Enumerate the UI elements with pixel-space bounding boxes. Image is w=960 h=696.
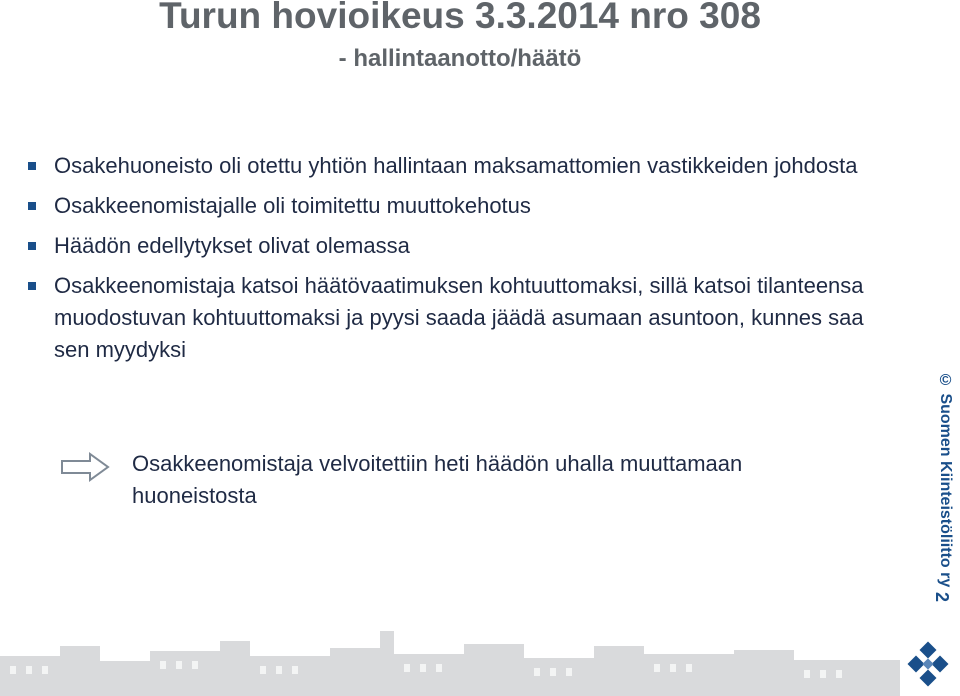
conclusion-text: Osakkeenomistaja velvoitettiin heti häädön uhalla muuttamaan huoneistosta bbox=[132, 451, 743, 508]
square-bullet-icon bbox=[28, 202, 36, 210]
bullet-text: Osakehuoneisto oli otettu yhtiön hallintaan maksamattomien vastikkeiden johdosta bbox=[54, 153, 858, 178]
square-bullet-icon bbox=[28, 282, 36, 290]
bullet-text: Osakkeenomistaja katsoi häätövaatimuksen kohtuuttomaksi, sillä katsoi tilanteensa muodostuvan kohtuuttomaksi ja pyysi saada jäädä asumaan asuntoon, kunnes saa sen myydyksi bbox=[54, 273, 864, 362]
square-bullet-icon bbox=[28, 162, 36, 170]
bullet-item bbox=[28, 230, 898, 262]
square-bullet-icon bbox=[28, 242, 36, 250]
bullet-list bbox=[28, 150, 898, 374]
page-number: 2 bbox=[932, 592, 952, 603]
bullet-item bbox=[28, 150, 898, 182]
right-arrow-icon bbox=[60, 452, 110, 482]
city-skyline-decoration bbox=[0, 626, 900, 696]
bullet-text: Häädön edellytykset olivat olemassa bbox=[54, 233, 410, 258]
kiinteistoliitto-logo-icon bbox=[904, 640, 954, 690]
bullet-item bbox=[28, 190, 898, 222]
slide-title: Turun hovioikeus 3.3.2014 nro 308 bbox=[159, 0, 761, 36]
bullet-text: Osakkeenomistajalle oli toimitettu muuttokehotus bbox=[54, 193, 531, 218]
slide-subtitle: - hallintaanotto/häätö bbox=[338, 45, 582, 72]
copyright-sidebar: © Suomen Kiinteistöliitto ry bbox=[937, 372, 954, 588]
bullet-item bbox=[28, 270, 898, 366]
